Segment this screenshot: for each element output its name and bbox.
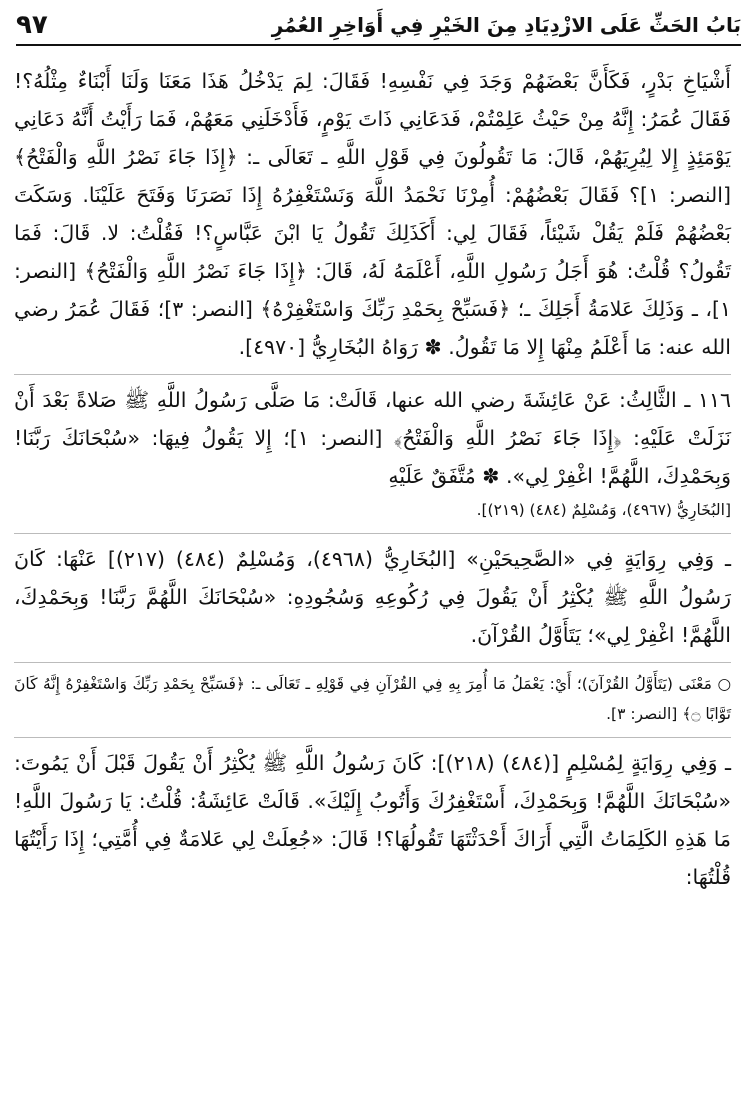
footnote-explanation: ○ مَعْنَى (يَتَأَوَّلُ القُرْآنَ)؛ أَيْ: يَعْمَلُ مَا أُمِرَ بِهِ فِي القُرْآنِ فِي قَوْلِهِ ـ تَعَالَى ـ: ﴿فَسَبِّحْ بِحَمْدِ رَبِّكَ وَاسْتَغْفِرْهُ إِنَّهُ كَانَ تَوَّابًا ۝﴾ [النصر: ٣].	[14, 675, 731, 723]
page-body	[14, 62, 731, 896]
page-header	[16, 6, 741, 46]
paragraph-hadith-116: ١١٦ ـ الثَّالِثُ: عَنْ عَائِشَةَ رضي الله عنها، قَالَتْ: مَا صَلَّى رَسُولُ اللَّهِ ﷺ صَلاةً بَعْدَ أَنْ نَزَلَتْ عَلَيْهِ: ﴿إِذَا جَاءَ نَصْرُ اللَّهِ وَالْفَتْحُ﴾ [النصر: ١]؛ إِلا يَقُولُ فِيهَا: «سُبْحَانَكَ رَبَّنَا! وَبِحَمْدِكَ، اللَّهُمَّ! اغْفِرْ لِي». ✽ مُتَّفَقٌ عَلَيْهِ	[14, 388, 731, 488]
paragraph-riwaya-sahihain: ـ وَفِي رِوَايَةٍ فِي «الصَّحِيحَيْنِ» [البُخَارِيُّ (٤٩٦٨)، وَمُسْلِمٌ (٤٨٤) (٢١٧)] عَنْهَا: كَانَ رَسُولُ اللَّهِ ﷺ يُكْثِرُ أَنْ يَقُولَ فِي رُكُوعِهِ وَسُجُودِهِ: «سُبْحَانَكَ اللَّهُمَّ رَبَّنَا! وَبِحَمْدِكَ، اللَّهُمَّ! اغْفِرْ لِي»؛ يَتَأَوَّلُ القُرْآنَ.	[14, 547, 732, 647]
divider	[14, 533, 731, 534]
divider	[14, 737, 731, 738]
paragraph-hadith-continuation: أَشْيَاخِ بَدْرٍ، فَكَأَنَّ بَعْضَهُمْ وَجَدَ فِي نَفْسِهِ! فَقَالَ: لِمَ يَدْخُلُ هَذَا مَعَنَا وَلَنَا أَبْنَاءٌ مِثْلُهُ؟! فَقَالَ عُمَرُ: إِنَّهُ مِنْ حَيْثُ عَلِمْتُمْ، فَدَعَانِي ذَاتَ يَوْمٍ، فَأَدْخَلَنِي مَعَهُمْ، فَمَا رَأَيْتُ أَنَّهُ دَعَانِي يَوْمَئِذٍ إِلا لِيُرِيَهُمْ، قَالَ: مَا تَقُولُونَ فِي قَوْلِ اللَّهِ ـ تَعَالَى ـ: ﴿إِذَا جَاءَ نَصْرُ اللَّهِ وَالْفَتْحُ﴾ [النصر: ١]؟ فَقَالَ بَعْضُهُمْ: أُمِرْنَا نَحْمَدُ اللَّهَ وَنَسْتَغْفِرُهُ إِذَا نَصَرَنَا وَفَتَحَ عَلَيْنَا. وَسَكَتَ بَعْضُهُمْ فَلَمْ يَقُلْ شَيْئاً، فَقَالَ لِي: أَكَذَلِكَ تَقُولُ يَا ابْنَ عَبَّاسٍ؟! فَقُلْتُ: لا. قَالَ: فَمَا تَقُولُ؟ قُلْتُ: هُوَ أَجَلُ رَسُولِ اللَّهِ، أَعْلَمَهُ لَهُ، قَالَ: ﴿إِذَا جَاءَ نَصْرُ اللَّهِ وَالْفَتْحُ﴾ [النصر: ١]، ـ وَذَلِكَ عَلامَةُ أَجَلِكَ ـ؛ ﴿فَسَبِّحْ بِحَمْدِ رَبِّكَ وَاسْتَغْفِرْهُ﴾ [النصر: ٣]؛ فَقَالَ عُمَرُ رضي الله عنه: مَا أَعْلَمُ مِنْهَا إِلا مَا تَقُولُ. ✽ رَوَاهُ البُخَارِيُّ [٤٩٧٠].	[14, 69, 732, 359]
divider	[14, 662, 731, 663]
page-number: ٩٧	[16, 10, 48, 40]
hadith-116-reference: [البُخَارِيُّ (٤٩٦٧)، وَمُسْلِمٌ (٤٨٤) (٢١٩)].	[476, 501, 731, 519]
paragraph-riwaya-muslim: ـ وَفِي رِوَايَةٍ لِمُسْلِمٍ [(٤٨٤) (٢١٨)]: كَانَ رَسُولُ اللَّهِ ﷺ يُكْثِرُ أَنْ يَقُولَ قَبْلَ أَنْ يَمُوتَ: «سُبْحَانَكَ اللَّهُمَّ! وَبِحَمْدِكَ، أَسْتَغْفِرُكَ وَأَتُوبُ إِلَيْكَ». قَالَتْ عَائِشَةُ: قُلْتُ: يَا رَسُولَ اللَّهِ! مَا هَذِهِ الكَلِمَاتُ الَّتِي أَرَاكَ أَحْدَثْتَهَا تَقُولُهَا؟! قَالَ: «جُعِلَتْ لِي عَلامَةٌ فِي أُمَّتِي؛ إِذَا رَأَيْتُهَا قُلْتُهَا:	[14, 751, 732, 889]
chapter-title: بَابُ الحَثِّ عَلَى الازْدِيَادِ مِنَ الخَيْرِ فِي أَوَاخِرِ العُمُرِ	[271, 13, 741, 37]
divider	[14, 374, 731, 375]
